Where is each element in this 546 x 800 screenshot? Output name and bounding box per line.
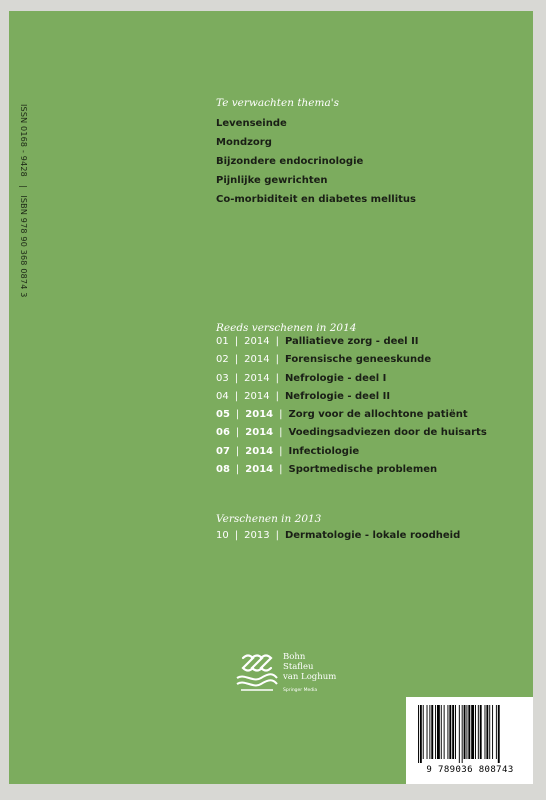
- upcoming-heading: Te verwachten thema's: [216, 97, 340, 109]
- issue-year: 2014: [244, 354, 270, 366]
- issue-item: [216, 443, 487, 461]
- issue-separator: |: [234, 354, 239, 366]
- issn-text: ISSN 0168 - 9428: [19, 104, 28, 177]
- barcode-bar: [449, 705, 451, 759]
- publisher-logo: [235, 648, 375, 706]
- barcode-bar: [444, 705, 445, 759]
- spine-identifiers: [19, 104, 28, 298]
- issue-title: Palliatieve zorg - deel II: [284, 336, 419, 347]
- barcode-bar: [447, 705, 448, 759]
- theme-item: Pijnlijke gewrichten: [216, 175, 328, 186]
- barcode-bar: [429, 705, 430, 759]
- issue-year: 2014: [244, 372, 270, 384]
- theme-item: Mondzorg: [216, 137, 272, 148]
- issue-year: 2014: [245, 445, 274, 457]
- isbn-text: ISBN 978 90 368 0874 3: [19, 195, 28, 298]
- barcode-bar: [459, 705, 460, 763]
- issue-item: [216, 527, 460, 545]
- barcode-bar: [462, 705, 463, 763]
- barcode-bar: [431, 705, 433, 759]
- issue-title: Forensische geneeskunde: [284, 354, 432, 366]
- publisher-name-line: Bohn: [283, 652, 306, 662]
- issue-separator: |: [235, 409, 240, 421]
- barcode-bar: [455, 705, 456, 759]
- issue-separator: |: [234, 336, 239, 347]
- theme-item: Co-morbiditeit en diabetes mellitus: [216, 194, 416, 205]
- issue-year: 2014: [244, 336, 270, 347]
- issue-item: [216, 370, 487, 388]
- issue-title: Zorg voor de allochtone patiënt: [288, 409, 468, 421]
- barcode-bar: [464, 705, 466, 759]
- barcode-bar: [498, 705, 500, 763]
- issue-number: 04: [216, 390, 229, 402]
- issue-separator: |: [275, 372, 279, 384]
- issue-separator: |: [275, 530, 279, 541]
- issue-number: 08: [216, 464, 230, 476]
- issue-title: Infectiologie: [288, 445, 360, 457]
- issue-number: 06: [216, 427, 230, 439]
- issue-separator: |: [279, 427, 283, 439]
- issue-year: 2014: [245, 464, 274, 476]
- issue-separator: |: [279, 464, 283, 476]
- barcode-bar: [420, 705, 422, 763]
- issue-separator: |: [234, 530, 239, 541]
- issue-title: Sportmedische problemen: [288, 464, 438, 476]
- issue-separator: |: [234, 390, 239, 402]
- issue-item: [216, 424, 487, 442]
- barcode-bar: [475, 705, 476, 759]
- published-2014-list: [216, 333, 487, 479]
- barcode-bar: [471, 705, 474, 759]
- barcode-bar: [468, 705, 470, 759]
- barcode-bar: [485, 705, 486, 759]
- theme-item: Levenseinde: [216, 118, 287, 129]
- barcode-bar: [489, 705, 490, 759]
- issue-number: 02: [216, 354, 229, 366]
- published-2014-heading: Reeds verschenen in 2014: [216, 322, 357, 334]
- issue-item: [216, 333, 487, 351]
- published-2013-heading: Verschenen in 2013: [216, 513, 322, 525]
- issue-title: Voedingsadviezen door de huisarts: [288, 427, 487, 439]
- issue-year: 2014: [245, 409, 274, 421]
- issue-number: 07: [216, 445, 230, 457]
- issue-title: Dermatologie - lokale roodheid: [284, 530, 461, 541]
- issue-separator: |: [235, 427, 240, 439]
- issue-separator: |: [275, 354, 279, 366]
- barcode-bar: [423, 705, 424, 759]
- issue-number: 01: [216, 336, 229, 347]
- issue-item: [216, 406, 487, 424]
- barcode-bar: [437, 705, 440, 759]
- barcode-bar: [435, 705, 436, 759]
- barcode-bar: [427, 705, 428, 759]
- barcode-bars: [418, 705, 522, 763]
- issue-year: 2013: [244, 530, 270, 541]
- issue-separator: |: [235, 445, 240, 457]
- publisher-name-line: Stafleu: [283, 662, 314, 672]
- issue-separator: |: [234, 372, 239, 384]
- publisher-emblem-icon: [235, 648, 279, 698]
- issue-year: 2014: [244, 390, 270, 402]
- barcode-bar: [480, 705, 482, 759]
- issue-item: [216, 388, 487, 406]
- barcode-bar: [478, 705, 479, 759]
- issue-item: [216, 351, 487, 369]
- issue-separator: |: [279, 409, 283, 421]
- issue-separator: |: [275, 336, 279, 347]
- published-2013-list: [216, 527, 460, 545]
- theme-item: Bijzondere endocrinologie: [216, 156, 364, 167]
- publisher-name: [283, 652, 336, 682]
- barcode: [406, 697, 533, 784]
- issue-item: [216, 461, 487, 479]
- barcode-bar: [492, 705, 493, 759]
- issue-number: 10: [216, 530, 229, 541]
- barcode-bar: [441, 705, 442, 759]
- barcode-bar: [452, 705, 454, 759]
- barcode-number: 9 789036 808743: [426, 765, 514, 775]
- barcode-bar: [418, 705, 419, 763]
- upcoming-themes-list: [216, 114, 416, 209]
- issue-separator: |: [275, 390, 279, 402]
- publisher-name-line: van Loghum: [283, 672, 337, 682]
- back-cover: [9, 11, 533, 784]
- issue-number: 05: [216, 409, 230, 421]
- issue-number: 03: [216, 372, 229, 384]
- spine-separator: |: [19, 184, 28, 188]
- publisher-subtitle: Springer Media: [283, 688, 318, 693]
- issue-title: Nefrologie - deel I: [284, 372, 387, 384]
- issue-title: Nefrologie - deel II: [284, 390, 391, 402]
- issue-year: 2014: [245, 427, 274, 439]
- issue-separator: |: [279, 445, 283, 457]
- issue-separator: |: [235, 464, 240, 476]
- barcode-bar: [496, 705, 497, 759]
- barcode-bar: [486, 705, 488, 759]
- barcode-bar: [466, 705, 467, 759]
